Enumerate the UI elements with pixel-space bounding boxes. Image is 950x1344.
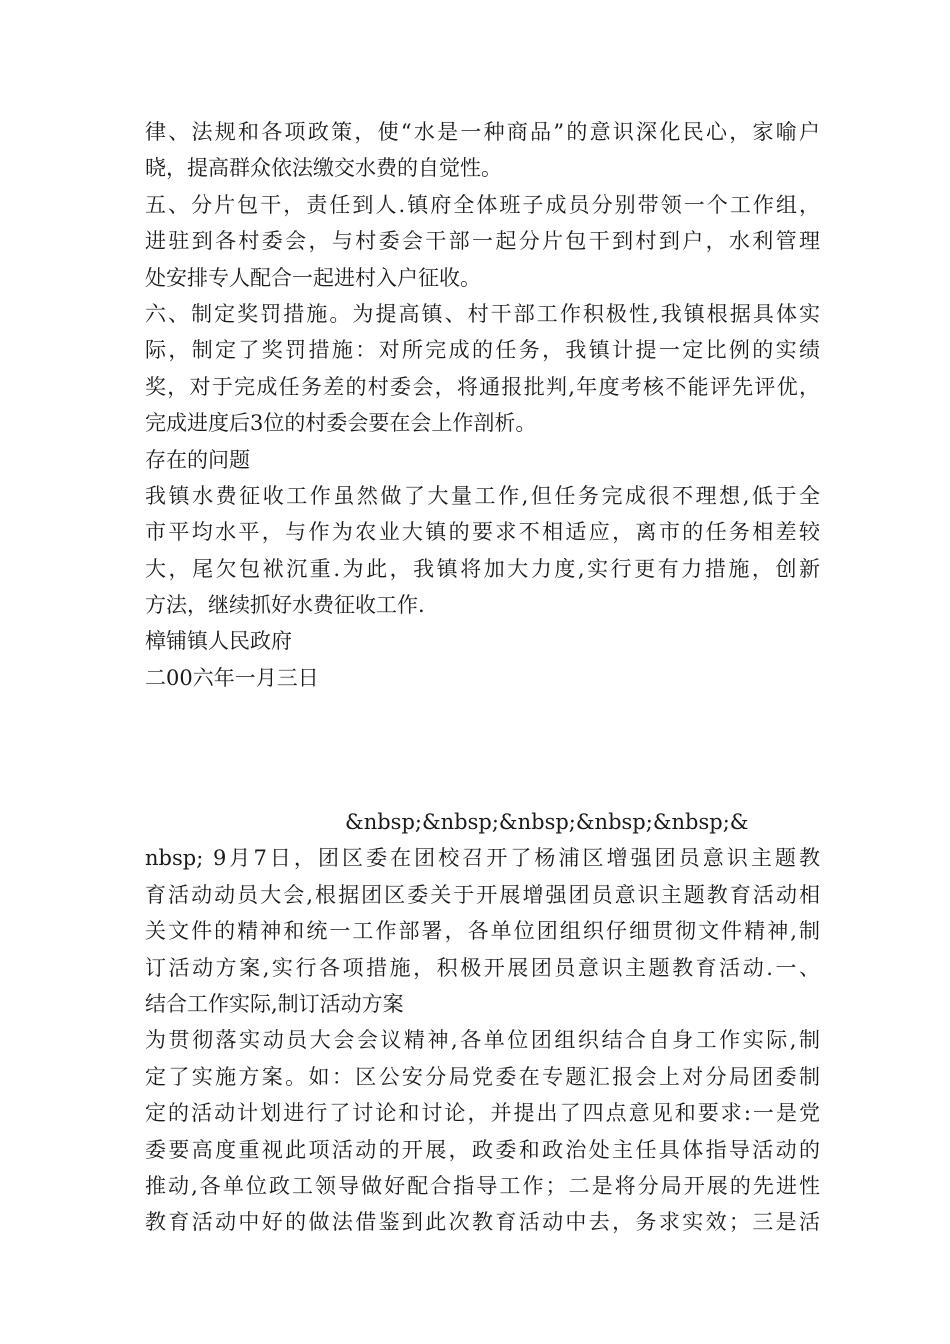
text-line: 律、法规和各项政策，使“水是一种商品”的意识深化民心，家喻户 <box>145 120 820 144</box>
article-text-block <box>145 804 820 1241</box>
text-line: 完成进度后3位的村委会要在会上作剖析。 <box>145 411 537 436</box>
text-line: 五、分片包干，责任到人.镇府全体班子成员分别带领一个工作组， <box>145 192 820 217</box>
text-line: 我镇水费征收工作虽然做了大量工作,但任务完成很不理想,低于全 <box>145 483 820 508</box>
text-line: 处安排专人配合一起进村入户征收。 <box>145 265 481 290</box>
signature-date: 二00六年一月三日 <box>145 665 319 690</box>
section-heading: 存在的问题 <box>145 447 250 472</box>
text-line: 奖，对于完成任务差的村委会，将通报批判,年度考核不能评先评优， <box>145 374 820 399</box>
section-heading: 结合工作实际,制订活动方案 <box>145 991 404 1016</box>
text-line: 育活动动员大会,根据团区委关于开展增强团员意识主题教育活动相 <box>145 882 820 907</box>
text-line: 订活动方案,实行各项措施，积极开展团员意识主题教育活动.一、 <box>145 955 820 980</box>
text-line: 六、制定奖罚措施。为提高镇、村干部工作积极性,我镇根据具体实 <box>145 301 820 326</box>
text-line: 关文件的精神和统一工作部署，各单位团组织仔细贯彻文件精神,制 <box>145 919 820 944</box>
text-line: 进驻到各村委会，与村委会干部一起分片包干到村到户，水利管理 <box>145 229 820 254</box>
text-line: 市平均水平，与作为农业大镇的要求不相适应，离市的任务相差较 <box>145 520 820 545</box>
text-line: 方法，继续抓好水费征收工作. <box>145 593 425 618</box>
text-line: nbsp; 9月7日，团区委在团校召开了杨浦区增强团员意识主题教 <box>145 846 820 871</box>
text-line: 定了实施方案。如：区公安分局党委在专题汇报会上对分局团委制 <box>145 1064 820 1089</box>
text-line: 大，尾欠包袱沉重.为此，我镇将加大力度,实行更有力措施，创新 <box>145 556 820 581</box>
text-line: 教育活动中好的做法借鉴到此次教育活动中去，务求实效；三是活 <box>145 1210 820 1235</box>
signature-org: 樟铺镇人民政府 <box>145 629 292 654</box>
text-line: 定的活动计划进行了讨论和讨论，并提出了四点意见和要求:一是党 <box>145 1101 820 1126</box>
text-line: 委要高度重视此项活动的开展，政委和政治处主任具体指导活动的 <box>145 1137 820 1162</box>
text-line: &nbsp;&nbsp;&nbsp;&nbsp;&nbsp;& <box>345 810 749 834</box>
text-line: 推动,各单位政工领导做好配合指导工作；二是将分局开展的先进性 <box>145 1173 820 1198</box>
text-line: 为贯彻落实动员大会会议精神,各单位团组织结合自身工作实际,制 <box>145 1028 820 1053</box>
text-line: 晓，提高群众依法缴交水费的自觉性。 <box>145 156 502 181</box>
report-text-block <box>145 114 820 696</box>
text-line: 际，制定了奖罚措施：对所完成的任务，我镇计提一定比例的实绩 <box>145 338 820 363</box>
